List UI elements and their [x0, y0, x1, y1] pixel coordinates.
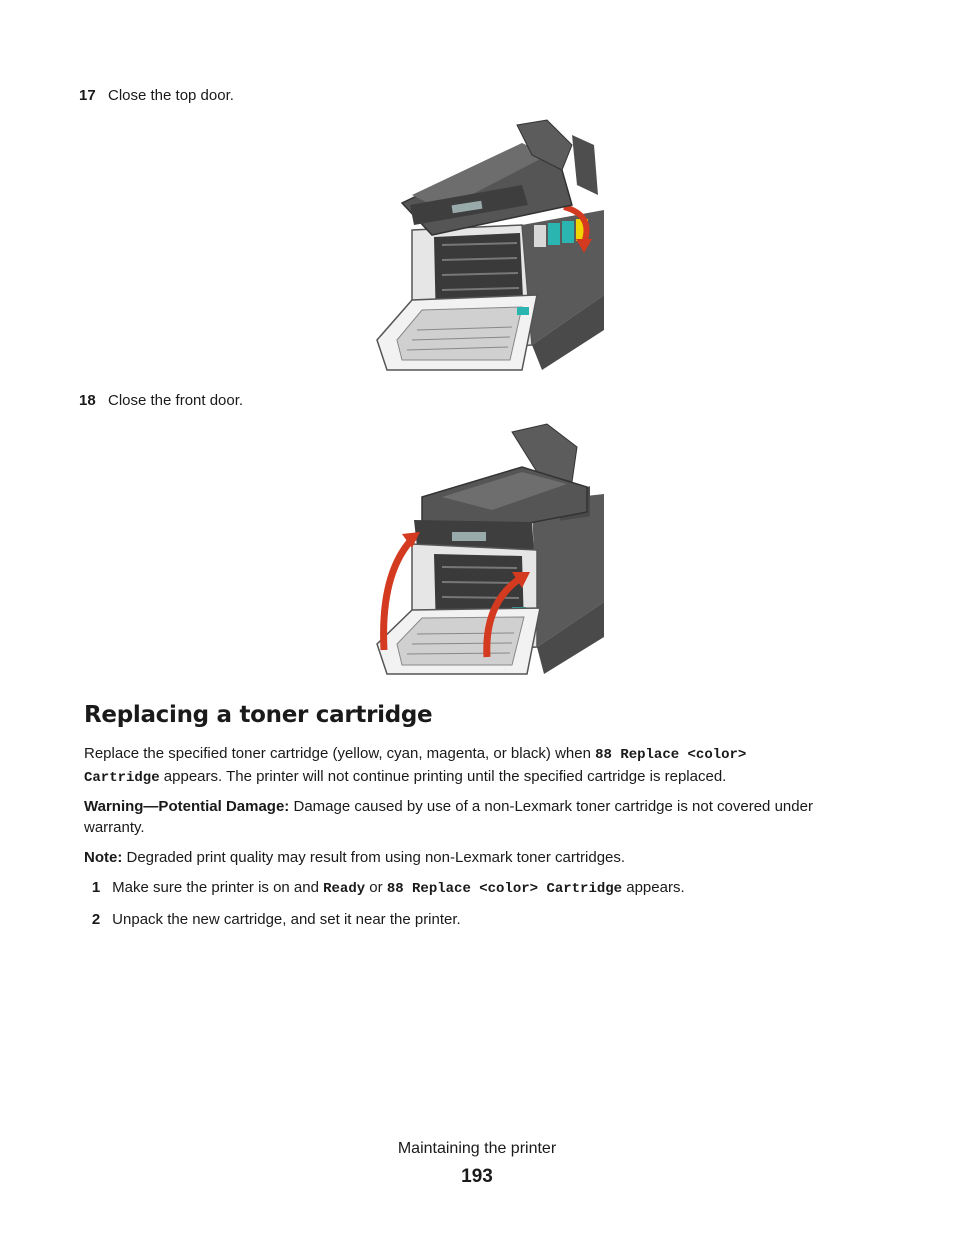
list-item-step-1 — [84, 879, 685, 898]
step-number: 17 — [79, 87, 96, 104]
step-text: Close the front door. — [108, 392, 244, 409]
note-text: Degraded print quality may result from using non-Lexmark toner cartridges. — [122, 849, 626, 866]
step-text-post: appears. — [622, 879, 685, 896]
intro-code-cartridge: Cartridge — [84, 770, 160, 786]
printer-front-door-illustration — [372, 422, 608, 684]
cartridge-cyan — [548, 223, 560, 245]
step-18 — [79, 392, 243, 410]
warning-label: Warning—Potential Damage: — [84, 798, 290, 815]
page-number: 193 — [461, 1166, 493, 1187]
step-number: 2 — [91, 911, 101, 928]
list-item-step-2 — [84, 911, 461, 929]
intro-text-pre: Replace the specified toner cartridge (yellow, cyan, magenta, or black) when — [84, 745, 596, 762]
intro-code-message: 88 Replace <color> — [595, 747, 747, 763]
step-17 — [79, 87, 234, 105]
cartridge-cyan-2 — [562, 221, 574, 243]
step-text-mid: or — [365, 879, 387, 896]
step-text: Close the top door. — [108, 87, 234, 104]
warning-paragraph — [84, 796, 864, 838]
intro-paragraph — [84, 743, 864, 789]
printer-top-door-illustration — [372, 115, 608, 377]
step-number: 1 — [91, 879, 101, 896]
note-label: Note: — [84, 849, 123, 866]
step-text: Unpack the new cartridge, and set it near the printer. — [112, 911, 461, 928]
step-number: 18 — [79, 392, 96, 409]
step-code-replace: 88 Replace <color> Cartridge — [386, 881, 623, 897]
intro-text-post: appears. The printer will not continue printing until the specified cartridge is replaced. — [159, 768, 727, 785]
warning-text: Damage caused by use of a non-Lexmark toner cartridge is not covered under warranty. — [84, 798, 813, 836]
note-paragraph — [84, 847, 864, 868]
step-code-ready: Ready — [323, 881, 366, 897]
step-text-pre: Make sure the printer is on and — [112, 879, 324, 896]
footer-chapter-title: Maintaining the printer — [397, 1140, 557, 1157]
section-title: Replacing a toner cartridge — [84, 702, 433, 728]
cartridge-white — [534, 225, 546, 247]
